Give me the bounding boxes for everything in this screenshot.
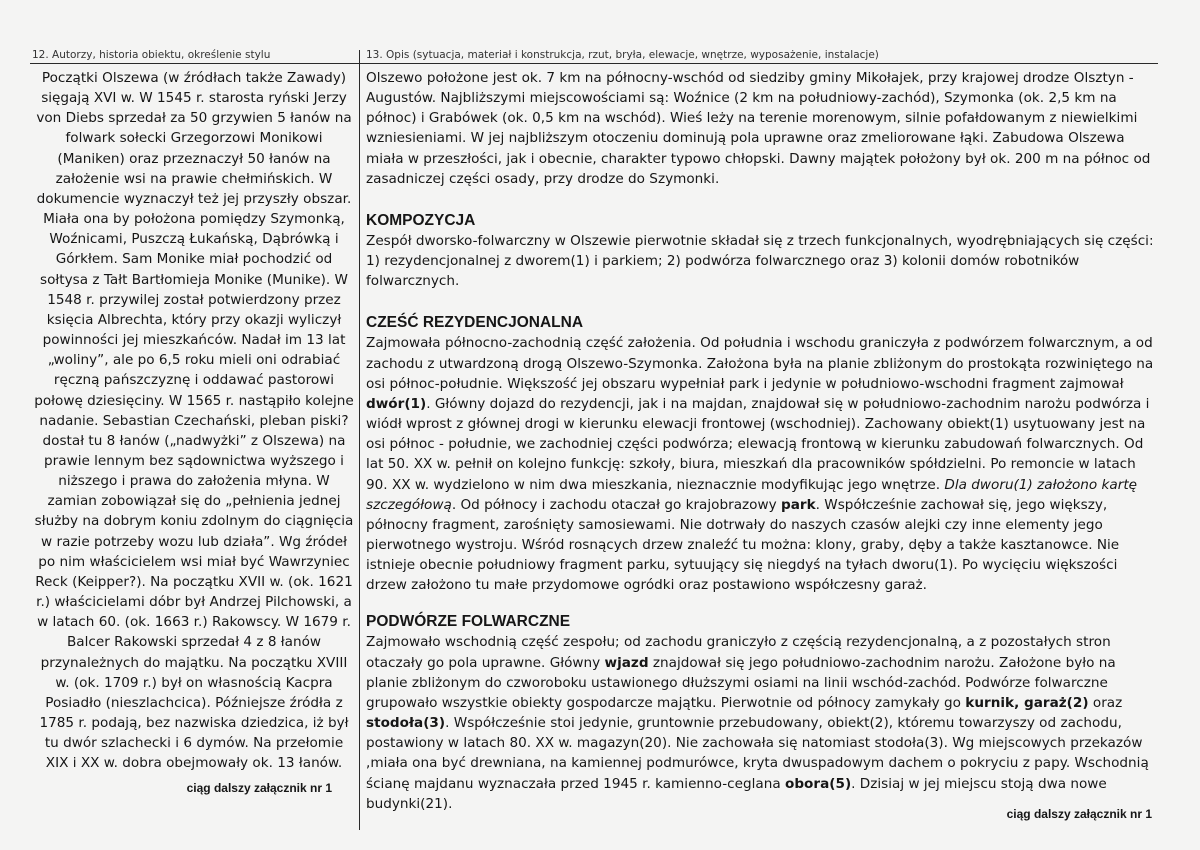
section-12-header: 12. Autorzy, historia obiektu, określenie stylu bbox=[32, 49, 271, 61]
park-term: park bbox=[780, 496, 816, 513]
section-13-header: 13. Opis (sytuacja, materiał i konstrukcja, rzut, bryła, elewacje, wnętrze, wyposażenie, instalacje) bbox=[366, 49, 879, 61]
continued-note-left: ciąg dalszy załącznik nr 1 bbox=[186, 781, 332, 795]
header-rule-left bbox=[30, 63, 359, 64]
kompozycja-paragraph: Zespół dworsko-folwarczny w Olszewie pierwotnie składał się z trzech funkcjonalnych, wyodrębniających się części: 1) rezydencjonalnej z dworem(1) i parkiem; 2) podwórza folwarcznego oraz 3) kolonii domów robotników folwarcznych. bbox=[366, 232, 1154, 290]
podworze-heading: PODWÓRZE FOLWARCZNE bbox=[366, 613, 571, 631]
kompozycja-heading: KOMPOZYCJA bbox=[366, 211, 476, 229]
dwor-term: dwór(1) bbox=[366, 395, 427, 412]
rezydencja-heading: CZEŚĆ REZYDENCJONALNA bbox=[366, 314, 584, 332]
kurnik-term: kurnik, garaż(2) bbox=[965, 694, 1089, 711]
description-column bbox=[366, 68, 1154, 814]
history-text: Początki Olszewa (w źródłach także Zawady) sięgają XVI w. W 1545 r. starosta ryński Jerzy von Diebs sprzedał za 50 grzywien 5 łanów na folwark sołecki Grzegorzowi Monikowi (Maniken) oraz przeznaczył 50 łanów na założenie wsi na prawie chełmińskich. W dokumencie wyznaczył też jej przyszły obszar. Miała ona by położona pomiędzy Szymonką, Woźnicami, Puszczą Łukańską, Dąbrówką i Górkłem. Sam Monike miał pochodzić od sołtysa z Tałt Bartłomieja Monike (Munike). W 1548 r. przywilej został potwierdzony przez księcia Albrechta, który przy okazji wyliczył powinności jej mieszkańców. Nadał im 13 lat „woliny”, ale po 6,5 roku mieli oni odrabiać ręczną pańszczyznę i oddawać pastorowi połowę dziesięciny. W 1565 r. nastąpiło kolejne nadanie. Sebastian Czechański, pleban piski? dostał tu 8 łanów („nadwyżki” z Olszewa) na prawie lennym bez sądownictwa wyższego i niższego i prawa do założenia młyna. W zamian zobowiązał się do „pełnienia jednej służby na dobrym koniu zdolnym do ciągnięcia w razie potrzeby wozu lub działa”. Wg źródeł po nim właścicielem wsi miał być Wawrzyniec Reck (Keipper?). Na początku XVII w. (ok. 1621 r.) właścicielami dóbr był Andrzej Pilchowski, a w latach 60. (ok. 1663 r.) Rakowscy. W 1679 r. Balcer Rakowski sprzedał 4 z 8 łanów przynależnych do majątku. Na początku XVIII w. (ok. 1709 r.) był on własnością Kacpra Posiadło (nieszlachcica). Późniejsze źródła z 1785 r. podają, bez nazwiska dziedzica, iż był tu dwór szlachecki i 6 dymów. Na przełomie XIX i XX w. dobra obejmowały ok. 13 łanów. bbox=[34, 70, 354, 772]
header-rule-right bbox=[360, 63, 1158, 64]
continued-note-right: ciąg dalszy załącznik nr 1 bbox=[1006, 807, 1152, 821]
location-paragraph: Olszewo położone jest ok. 7 km na północny-wschód od siedziby gminy Mikołajek, przy krajowej drodze Olsztyn - Augustów. Najbliższymi miejscowościami są: Woźnice (2 km na południowy-zachód), Szymonka (ok. 2,5 km na północ) i Grabówek (ok. 0,5 km na wschód). Wieś leży na terenie morenowym, silnie pofałdowanym z niewielkimi wzniesieniami. W jej najbliższym otoczeniu dominują pola uprawne oraz zmeliorowane łąki. Zabudowa Olszewa miała w przeszłości, jak i obecnie, charakter typowo chłopski. Dawny majątek położony był ok. 200 m na północ od zasadniczej części osady, przy drodze do Szymonki. bbox=[366, 70, 1151, 187]
wjazd-term: wjazd bbox=[604, 654, 649, 671]
rezydencja-paragraph: Zajmowała północno-zachodnią część założenia. Od południa i wschodu graniczyła z podwórzem folwarcznym, a od zachodu z utwardzoną drogą Olszewo-Szymonka. Założona była na planie zbliżonym do prostokąta rozwiniętego na osi północ-południe. Większość jej obszaru wypełniał park i jedynie w południowo-wschodni fragment zajmował dwór(1). Główny dojazd do rezydencji, jak i na majdan, znajdował się w południowo-zachodnim narożu podwórza i wiódł wprost z głównej drogi w kierunku elewacji frontowej (wschodniej). Zachowany obiekt(1) usytuowany jest na osi północ - południe, we zachodniej części podwórza; elewacją frontową w kierunku zabudowań folwarcznych. Od lat 50. XX w. pełnił on kolejno funkcję: szkoły, biura, mieszkań dla pracowników spółdzielni. Po remoncie w latach 90. XX w. wydzielono w nim dwa mieszkania, nieznacznie modyfikując jego wnętrze. Dla dworu(1) założono kartę szczegółową. Od północy i zachodu otaczał go krajobrazowy park. Współcześnie zachował się, jego większy, północny fragment, zarośnięty samosiewami. Nie dotrwały do naszych czasów alejki czy inne elementy jego pierwotnego wystroju. Wśród rosnących drzew znaleźć tu można: klony, graby, dęby a także kasztanowce. Nie istnieje obecnie południowy fragment parku, sytuujący się niegdyś na tyłach dworu(1). Po wycięciu większości drzew założono tu małe przydomowe ogródki oraz postawiono współczesny garaż. bbox=[366, 335, 1154, 594]
obora-term: obora(5) bbox=[784, 775, 852, 792]
stodola-term: stodoła(3) bbox=[366, 715, 446, 732]
dwor-card-note: Dla dworu(1) założono kartę szczegółową bbox=[366, 476, 1138, 513]
history-column bbox=[32, 68, 356, 773]
podworze-paragraph: Zajmowało wschodnią część zespołu; od zachodu graniczyło z częścią rezydencjonalną, a z pozostałych stron otaczały go pola uprawne. Główny wjazd znajdował się jego południowo-zachodnim narożu. Założone było na planie zbliżonym do czworoboku ustawionego dłuższymi osiami na linii wschód-zachód. Podwórze folwarczne grupowało wszystkie obiekty gospodarcze majątku. Pierwotnie od północy zamykały go kurnik, garaż(2) oraz stodoła(3). Współcześnie stoi jedynie, gruntownie przebudowany, obiekt(2), któremu towarzyszy od zachodu, postawiony w latach 80. XX w. magazyn(20). Nie zachowała się natomiast stodoła(3). Wg miejscowych przekazów ,miała ona być drewniana, na kamiennej podmurówce, kryta dwuspadowym dachem o pokryciu z papy. Wschodnią ścianę majdanu wyznaczała przed 1945 r. kamienno-ceglana obora(5). Dzisiaj w jej miejscu stoją dwa nowe budynki(21). bbox=[366, 634, 1149, 812]
column-divider bbox=[359, 50, 360, 830]
